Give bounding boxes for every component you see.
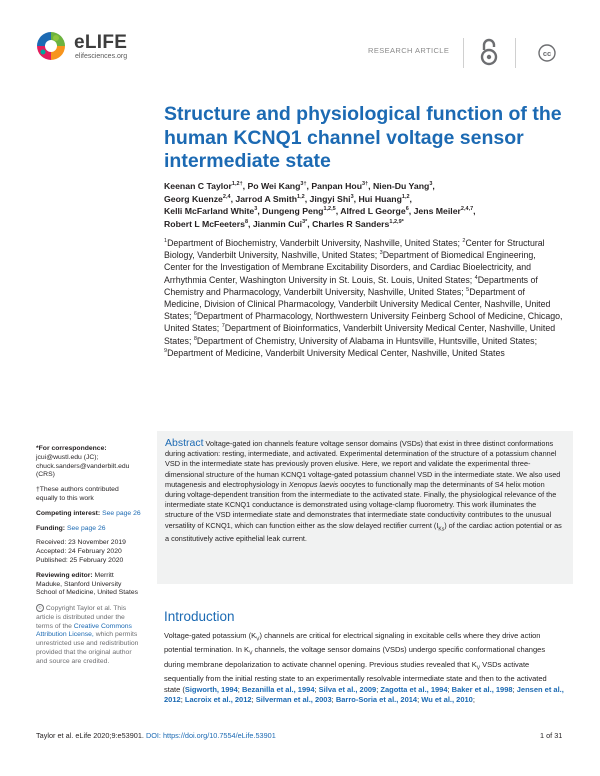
footer-citation: Taylor et al. eLife 2020;9:e53901.: [36, 731, 146, 740]
affiliation-list: [164, 237, 564, 359]
reviewing-editor-name: Merritt Maduke, Stanford University School of Medicine, United States: [36, 571, 139, 597]
author-sep: ,: [432, 181, 435, 191]
correspondence-label: *For correspondence:: [36, 445, 107, 452]
received-date: Received: 23 November 2019: [36, 539, 126, 547]
citation-link[interactable]: Baker et al., 1998: [451, 684, 513, 694]
affiliation: Department of Biomedical Engineering, Center for the Investigation of Membrane Excitability Disorders, and Cardiac Bioelectricity, and Arrhythmia Center, Washington University in St. Louis, St. Louis, United States;: [164, 250, 536, 285]
citation-link[interactable]: Sigworth, 1994: [184, 684, 238, 694]
intro-sub: V: [249, 650, 253, 657]
funding-label: Funding:: [36, 524, 66, 532]
author-affil-sup: 1,2: [297, 193, 305, 200]
competing-label: Competing interest:: [36, 509, 101, 517]
competing-link[interactable]: See page 26: [102, 509, 141, 517]
affil-num: 6: [193, 311, 197, 318]
author-sep: ,: [230, 193, 236, 204]
author-line: [164, 180, 564, 193]
affiliation: Department of Medicine, Division of Clinical Pharmacology, Vanderbilt University Medical Center, Nashville, United States;: [164, 286, 551, 322]
citation-sep: ;: [237, 684, 242, 694]
affil-num: 2: [462, 238, 466, 245]
copyright-icon: ©: [36, 604, 44, 612]
intro-sub: V: [476, 665, 481, 672]
author-line: [164, 193, 564, 206]
author-sep: ,: [306, 181, 312, 191]
accepted-date: Accepted: 24 February 2020: [36, 548, 122, 556]
intro-text: Voltage-gated potassium (K: [164, 631, 257, 640]
affiliation: Departments of Chemistry and Pharmacology, Vanderbilt University, Nashville, United States;: [164, 274, 538, 297]
intro-sub: V: [256, 636, 260, 643]
logo-url[interactable]: elifesciences.org: [75, 53, 128, 60]
author-name[interactable]: Jianmin Cui: [252, 218, 303, 229]
author-name[interactable]: Jens Meiler: [413, 206, 461, 217]
article-title: Structure and physiological function of the human KCNQ1 channel voltage sensor intermediate state: [164, 103, 562, 172]
author-name[interactable]: Georg Kuenze: [164, 193, 223, 204]
citation-link[interactable]: Silva et al., 2009: [318, 684, 377, 694]
intro-text: channels, the voltage sensor domains (VSDs) undergo specific conformational changes during membrane depolarization to activate channel opening. Previous studies revealed that K: [164, 645, 546, 669]
header-divider: [515, 38, 516, 68]
affiliation: Department of Biochemistry, Vanderbilt University, Nashville, United States;: [167, 238, 463, 248]
affiliation: Department of Pharmacology, Northwestern University Feinberg School of Medicine, Chicago, United States;: [164, 311, 563, 334]
equal-contribution-note: †These authors contributed equally to this work: [36, 486, 119, 502]
citation-sep: ;: [447, 684, 452, 694]
license-link[interactable]: Creative Commons Attribution License,: [36, 622, 132, 639]
creative-commons-icon[interactable]: [538, 44, 556, 62]
abstract: [165, 438, 565, 544]
author-affil-sup: 6: [405, 206, 409, 213]
citation-link[interactable]: Silverman et al., 2003: [255, 695, 332, 705]
author-affil-sup: 1,2,5: [323, 206, 336, 213]
affil-num: 7: [221, 323, 225, 330]
correspondence-block: [36, 445, 141, 480]
author-affil-sup: 3: [429, 181, 433, 188]
article-type-label: RESEARCH ARTICLE: [368, 46, 450, 55]
citation-link[interactable]: Wu et al., 2010: [421, 695, 473, 705]
affiliation: Department of Bioinformatics, Vanderbilt University Medical Center, Nashville, United States;: [164, 323, 556, 346]
author-sep: ,: [335, 206, 341, 217]
correspondence-emails[interactable]: jcui@wustl.edu (JC); chuck.sanders@vanderbilt.edu (CRS): [36, 453, 130, 479]
citation-link[interactable]: Jensen et al., 2012: [164, 684, 564, 705]
cc-text: cc: [542, 48, 552, 58]
author-list: [164, 180, 564, 230]
author-name[interactable]: Charles R Sanders: [312, 218, 390, 229]
author-name[interactable]: Jingyi Shi: [309, 193, 351, 204]
author-name[interactable]: Keenan C Taylor: [164, 181, 232, 191]
author-sep: ,: [304, 193, 310, 204]
author-affil-sup: 2,4: [222, 193, 231, 200]
author-affil-sup: 3†: [362, 181, 369, 188]
citation-sep: ;: [417, 695, 422, 705]
citation-sep: ;: [251, 695, 256, 705]
author-affil-sup: 1,2,9*: [389, 218, 404, 225]
author-affil-sup: 3: [254, 206, 258, 213]
funding-link[interactable]: See page 26: [66, 524, 106, 532]
open-access-icon[interactable]: [478, 38, 500, 66]
citation-sep: ;: [376, 684, 381, 694]
copyright-text-2: which permits unrestricted use and redistribution provided that the original author and source are credited.: [36, 631, 139, 665]
citation-sep: ;: [314, 684, 319, 694]
author-affil-sup: 1,2: [401, 193, 410, 200]
doi-link[interactable]: DOI: https://doi.org/10.7554/eLife.53901: [145, 731, 276, 740]
author-sep: ,: [307, 218, 313, 229]
citation-link[interactable]: Zagotta et al., 1994: [380, 684, 448, 694]
citation-link[interactable]: Bezanilla et al., 1994: [241, 684, 315, 694]
author-sep: ,: [353, 193, 359, 204]
reviewing-label: Reviewing editor:: [36, 571, 93, 579]
citation-sep: ;: [180, 695, 185, 705]
logo-wordmark[interactable]: eLIFE: [74, 32, 128, 53]
author-sep: ,: [473, 206, 476, 217]
citation-link[interactable]: Lacroix et al., 2012: [184, 695, 252, 705]
author-affil-sup: 3*: [302, 218, 308, 225]
author-sep: ,: [257, 206, 263, 217]
copyright-block: [36, 604, 141, 666]
header-divider: [463, 38, 464, 68]
funding: [36, 525, 141, 534]
citation-link[interactable]: Barro-Soria et al., 2014: [335, 695, 418, 705]
abstract-sub: Ks: [438, 526, 445, 533]
author-sep: ,: [242, 181, 248, 191]
affil-num: 9: [164, 347, 168, 354]
author-affil-sup: 8: [244, 218, 249, 225]
dates-block: [36, 539, 141, 565]
introduction-paragraph: [164, 631, 564, 706]
author-affil-sup: 3†: [300, 181, 307, 188]
author-name[interactable]: Panpan Hou: [311, 181, 363, 191]
abstract-species: Xenopus laevis: [288, 479, 339, 489]
abstract-text-3: ) of the cardiac action potential or as a constitutively active epithelial leak current.: [165, 520, 562, 544]
citation-sep: ;: [512, 684, 517, 694]
author-name[interactable]: Dungeng Peng: [262, 206, 324, 217]
copyright-text: Copyright Taylor et al. This article is distributed under the terms of the: [36, 604, 127, 630]
competing-interest: [36, 510, 141, 519]
affiliation: Department of Medicine, Vanderbilt University Medical Center, Nashville, United States: [167, 347, 505, 358]
affil-num: 3: [379, 250, 383, 257]
section-heading-introduction: Introduction: [164, 609, 235, 624]
author-affil-sup: 1,2†: [231, 181, 243, 188]
author-name[interactable]: Jarrod A Smith: [235, 193, 298, 204]
page-footer: [36, 731, 276, 740]
article-sidebar: [36, 445, 141, 673]
author-line: [164, 218, 564, 231]
intro-text: ) channels are critical for electrical signaling in excitable cells where they drive action potential termination. In K: [164, 631, 541, 655]
author-sep: ,: [368, 181, 373, 191]
author-sep: ,: [409, 193, 412, 204]
author-affil-sup: 2,4,7: [460, 206, 474, 213]
author-line: [164, 205, 564, 218]
published-date: Published: 25 February 2020: [36, 556, 124, 564]
author-affil-sup: 3: [350, 193, 354, 200]
abstract-text: Voltage-gated ion channels feature voltage sensor domains (VSDs) that exist in three distinct conformations during activation: resting, intermediate, and activated. Experimental determination of the structure of a potassium channel VSD in the intermediate state has previously proven elusive. Here, we report and validate the experimental three-dimensional structure of the human KCNQ1 voltage-gated potassium channel VSD in the intermediate state. We also used mutagenesis and electrophysiology in: [165, 439, 561, 489]
author-sep: ,: [248, 218, 253, 229]
affil-num: 8: [193, 335, 197, 342]
intro-text: VSDs activate sequentially from the initial resting state to an experimentally resolvable intermediate state and then to the activated state (: [164, 659, 547, 694]
author-name[interactable]: Nien-Du Yang: [373, 181, 430, 191]
page-header: [0, 0, 600, 90]
citation-sep: ;: [472, 695, 475, 705]
author-sep: ,: [408, 206, 414, 217]
author-name[interactable]: Alfred L George: [340, 206, 406, 217]
abstract-label: Abstract: [165, 437, 204, 449]
elife-logo-icon[interactable]: [34, 29, 68, 63]
page-number: 1 of 31: [540, 731, 563, 740]
author-name[interactable]: Robert L McFeeters: [164, 218, 245, 229]
affiliation: Department of Chemistry, University of Alabama in Huntsville, Huntsville, United States;: [196, 335, 538, 346]
author-name[interactable]: Kelli McFarland White: [164, 206, 255, 217]
abstract-text-2: oocytes to functionally map the determinants of S4 helix motion during voltage-dependent transition from the intermediate to the activated state. Finally, the physiological relevance of the intermediate state KCNQ1 conductance is demonstrated using voltage-clamp fluorometry. This work illuminates the structure of the VSD intermediate state and demonstrates that intermediate state conductivity contributes to the unusual versatility of KCNQ1, which can function either as the slow delayed rectifier current (I: [165, 479, 557, 530]
affil-num: 5: [466, 286, 470, 293]
author-name[interactable]: Po Wei Kang: [247, 181, 301, 191]
affiliation: Center for Structural Biology, Vanderbilt University, Nashville, United States;: [164, 238, 545, 261]
reviewing-editor: [36, 572, 141, 598]
affil-num: 4: [474, 274, 478, 281]
author-name[interactable]: Hui Huang: [358, 193, 402, 204]
affil-num: 1: [164, 238, 168, 245]
citation-sep: ;: [331, 695, 336, 705]
